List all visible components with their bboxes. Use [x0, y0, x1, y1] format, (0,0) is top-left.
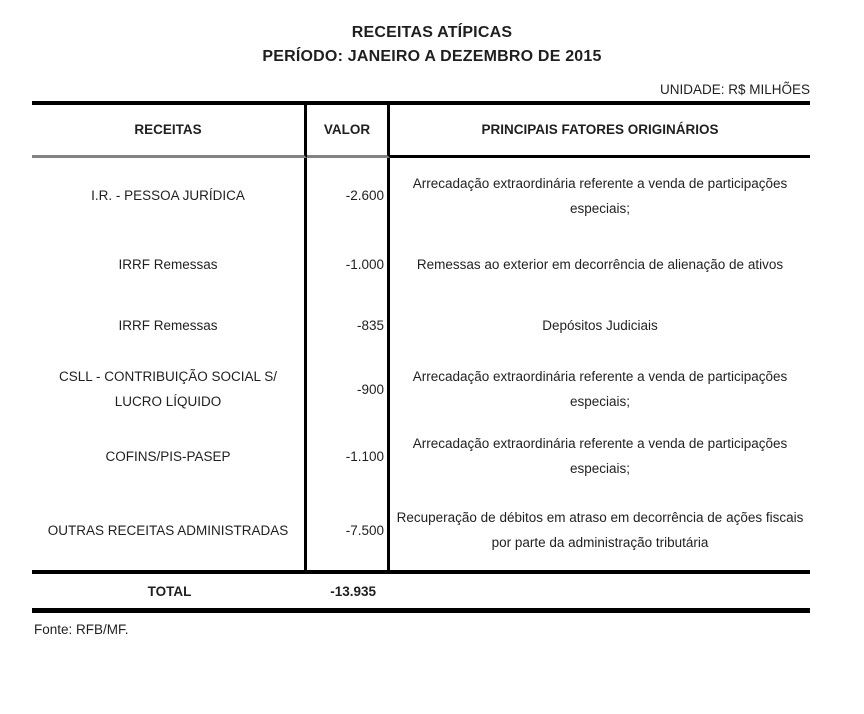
total-row [32, 570, 810, 613]
header-valor: VALOR [307, 105, 390, 158]
table-row [32, 358, 810, 422]
valor-cell: -2.600 [307, 158, 390, 235]
receita-cell: IRRF Remessas [32, 295, 307, 358]
fator-cell: Arrecadação extraordinária referente a venda de participações especiais; [412, 436, 788, 476]
table-header-row [32, 105, 810, 158]
table-row [32, 422, 810, 492]
receita-cell: OUTRAS RECEITAS ADMINISTRADAS [32, 492, 307, 570]
valor-cell: -900 [307, 358, 390, 422]
fator-cell: Remessas ao exterior em decorrência de alienação de ativos [416, 256, 784, 272]
report-title: RECEITAS ATÍPICAS [351, 24, 513, 41]
unit-label: UNIDADE: R$ MILHÕES [659, 82, 810, 97]
table-row [32, 492, 810, 570]
report-title-block [0, 0, 864, 69]
valor-cell: -7.500 [307, 492, 390, 570]
receita-cell: I.R. - PESSOA JURÍDICA [32, 158, 307, 235]
valor-cell: -835 [307, 295, 390, 358]
source-note: Fonte: RFB/MF. [34, 622, 129, 637]
valor-cell: -1.100 [307, 422, 390, 492]
fator-cell: Arrecadação extraordinária referente a venda de participações especiais; [412, 369, 788, 409]
table-row [32, 158, 810, 235]
receita-cell: CSLL - CONTRIBUIÇÃO SOCIAL S/ LUCRO LÍQUIDO [32, 358, 307, 422]
table-row [32, 295, 810, 358]
valor-cell: -1.000 [307, 235, 390, 295]
receita-cell: COFINS/PIS-PASEP [32, 422, 307, 492]
fator-cell: Depósitos Judiciais [542, 318, 658, 334]
receitas-table [32, 101, 810, 613]
total-value: -13.935 [330, 583, 376, 599]
receita-cell: IRRF Remessas [32, 235, 307, 295]
report-period: PERÍODO: JANEIRO A DEZEMBRO DE 2015 [262, 48, 602, 65]
fator-cell: Recuperação de débitos em atraso em decorrência de ações fiscais por parte da administração tributária [396, 510, 804, 550]
header-fatores: PRINCIPAIS FATORES ORIGINÁRIOS [390, 105, 810, 158]
total-label: TOTAL [147, 583, 192, 599]
table-row [32, 235, 810, 295]
header-receitas: RECEITAS [32, 105, 307, 158]
fator-cell: Arrecadação extraordinária referente a venda de participações especiais; [412, 175, 788, 216]
